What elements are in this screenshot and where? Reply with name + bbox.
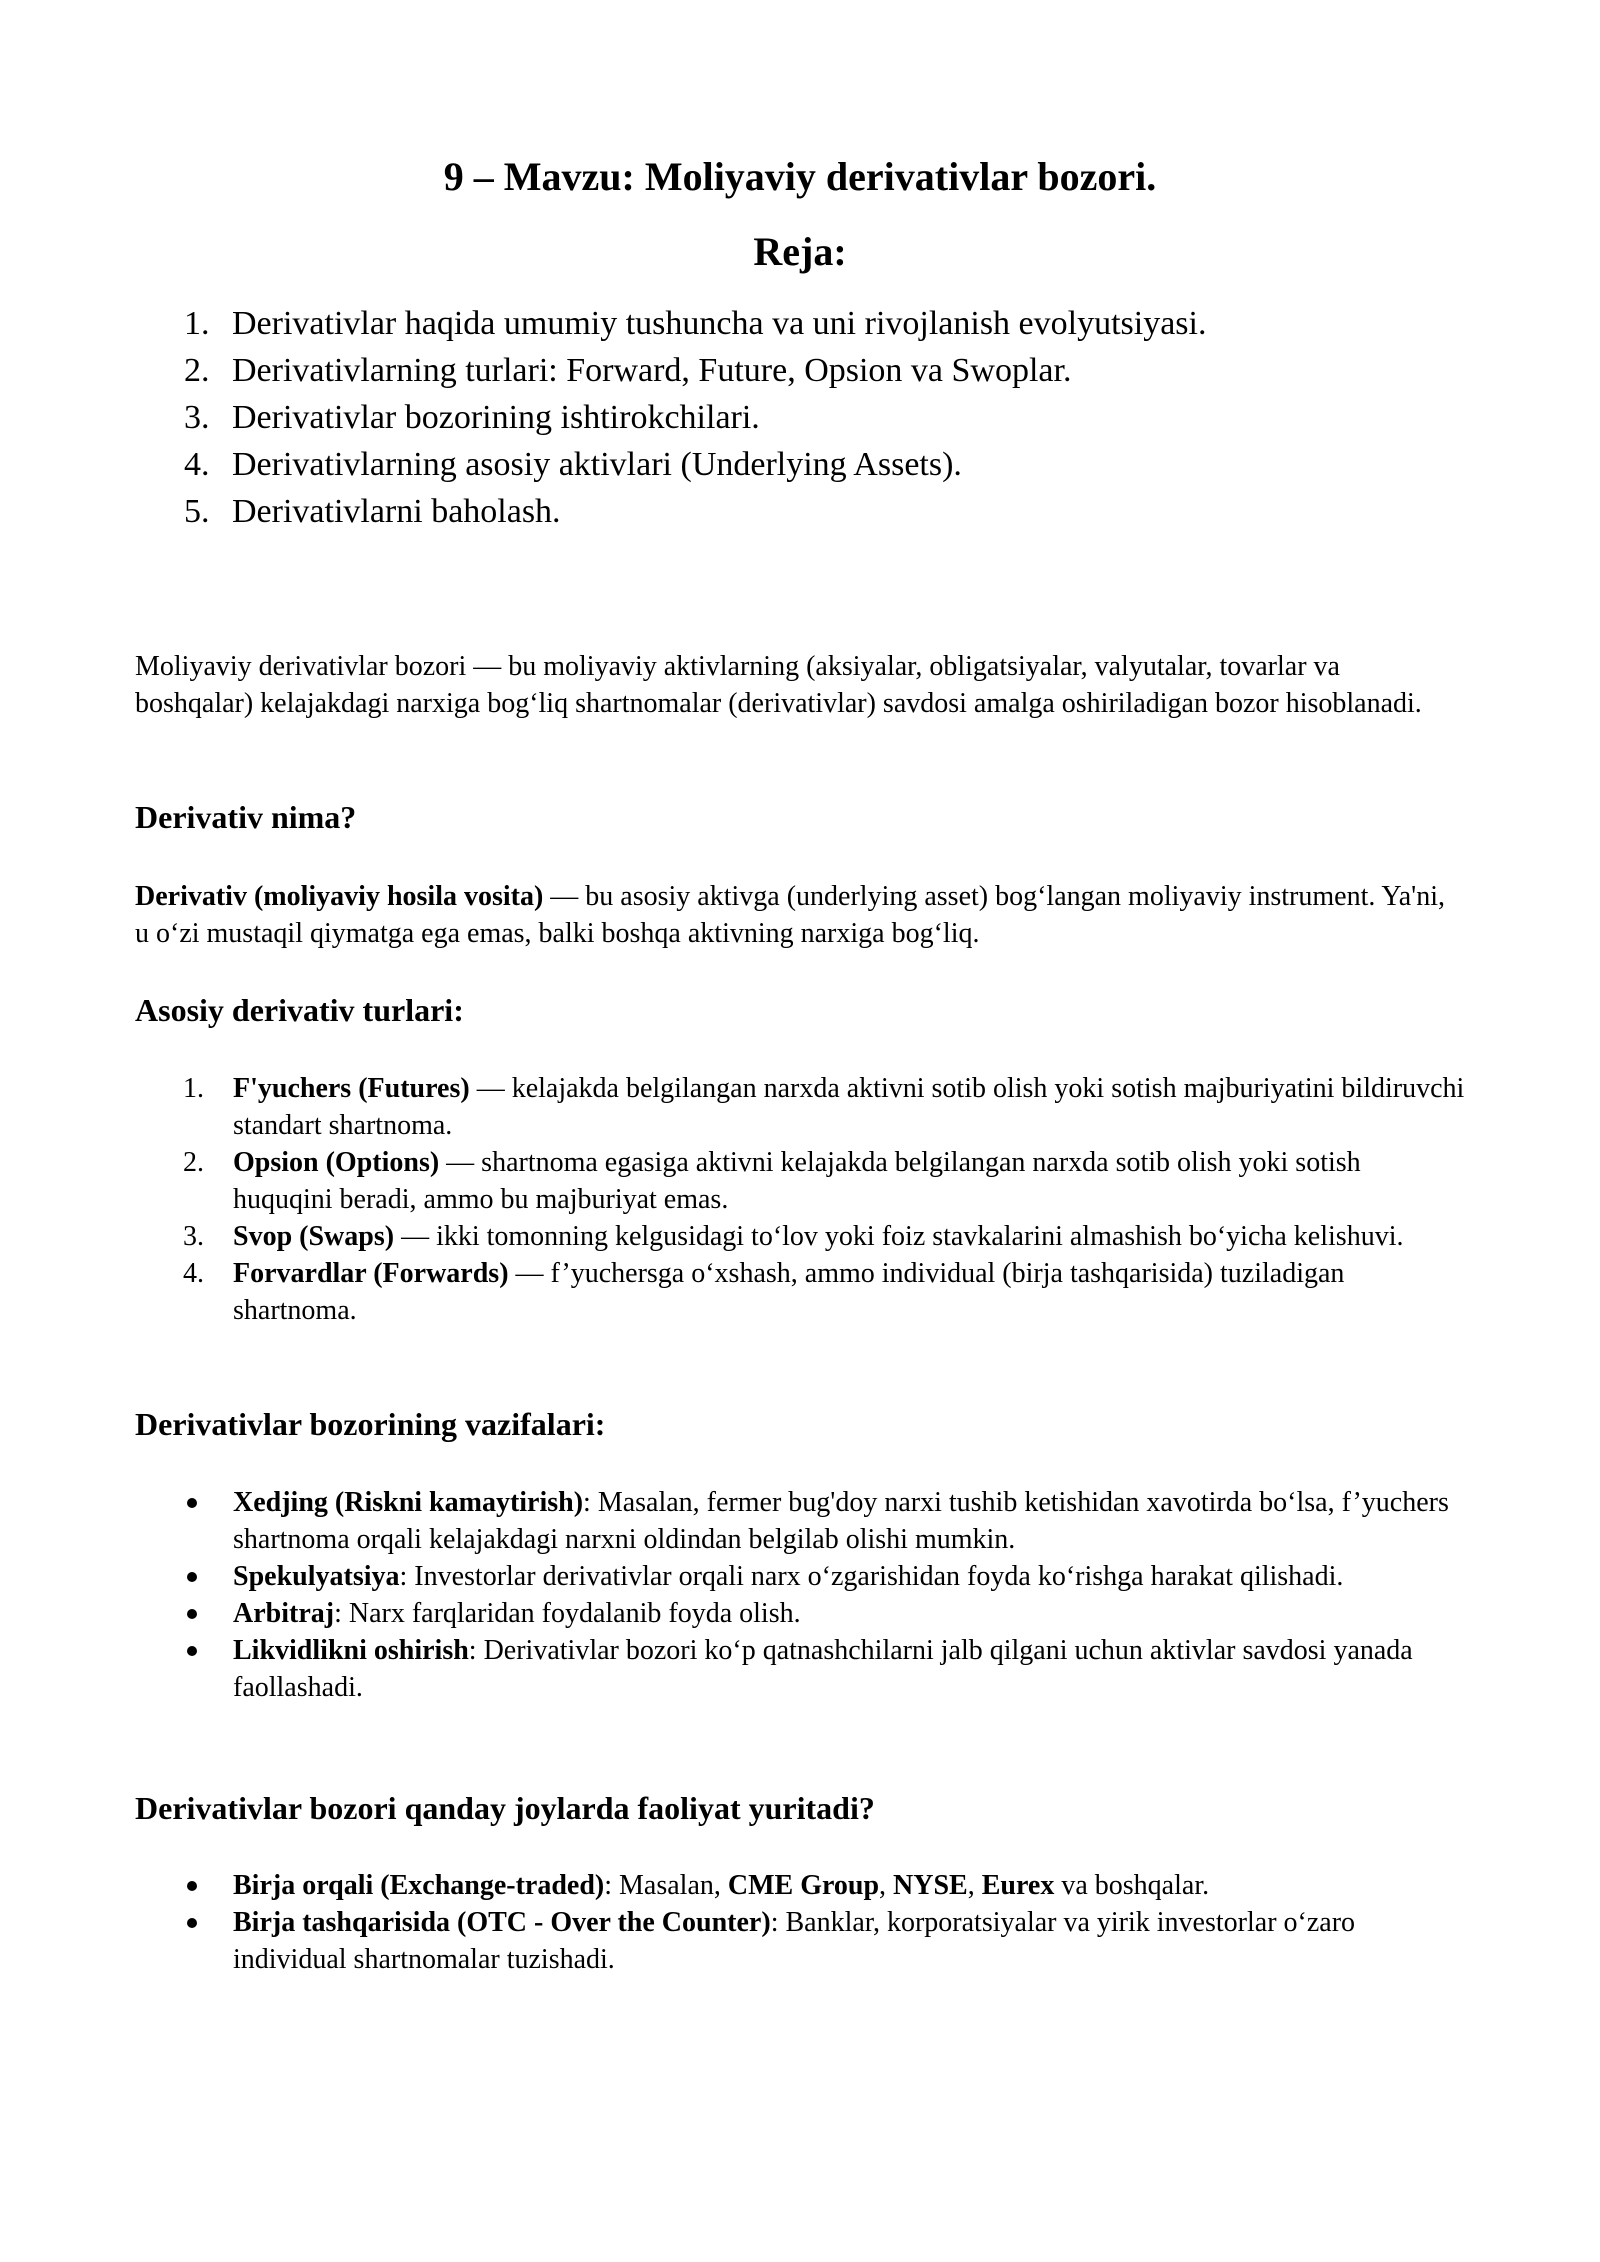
list-item <box>135 1632 1465 1706</box>
section-heading-functions: Derivativlar bozorining vazifalari: <box>135 1406 606 1442</box>
bullet-icon <box>187 1918 197 1928</box>
plan-item-text: Derivativlar haqida umumiy tushuncha va uni rivojlanish evolyutsiyasi. <box>232 305 1207 342</box>
definition-text: — bu asosiy aktivga (underlying asset) bog‘langan moliyaviy instrument. Ya'ni, u o‘zi mustaqil qiymatga ega emas, balki boshqa aktivning narxiga bog‘liq. <box>135 881 1445 949</box>
plan-item-number: 3. <box>184 399 210 436</box>
definition-term: Derivativ (moliyaviy hosila vosita) <box>135 881 544 912</box>
plan-item <box>136 441 1486 488</box>
list-item-text: : Masalan, <box>604 1870 728 1901</box>
bullet-icon <box>187 1646 197 1656</box>
exchange-name: NYSE <box>893 1870 968 1901</box>
list-item <box>135 1070 1465 1144</box>
list-item-term: Xedjing (Riskni kamaytirish) <box>233 1487 584 1518</box>
list-item-term: Likvidlikni oshirish <box>233 1635 469 1666</box>
plan-heading: Reja: <box>753 229 847 274</box>
plan-item <box>136 394 1486 441</box>
section-heading-where: Derivativlar bozori qanday joylarda faoliyat yuritadi? <box>135 1790 875 1826</box>
list-item-text: : Banklar, korporatsiyalar va yirik investorlar o‘zaro individual shartnomalar tuzishadi. <box>233 1907 1356 1975</box>
list-item-term: Arbitraj <box>233 1598 335 1629</box>
list-item-term: Birja orqali (Exchange-traded) <box>233 1870 605 1901</box>
list-item <box>135 1904 1465 1978</box>
list-item <box>135 1218 1465 1255</box>
list-item-term: Spekulyatsiya <box>233 1561 400 1592</box>
plan-item <box>136 300 1486 347</box>
list-item-term: Forvardlar (Forwards) <box>233 1258 509 1289</box>
plan-item-number: 2. <box>184 352 210 389</box>
list-item <box>135 1558 1465 1595</box>
section-heading-what: Derivativ nima? <box>135 799 357 835</box>
list-item-text: — shartnoma egasiga aktivni kelajakda belgilangan narxda sotib olish yoki sotish huquqini beradi, ammo bu majburiyat emas. <box>233 1147 1361 1215</box>
list-item <box>135 1484 1465 1558</box>
list-item-text: va boshqalar. <box>1054 1870 1210 1901</box>
list-item-text: — kelajakda belgilangan narxda aktivni sotib olish yoki sotish majburiyatini bildiruvchi standart shartnoma. <box>233 1073 1465 1141</box>
plan-list <box>136 300 1486 535</box>
types-list <box>135 1070 1465 1329</box>
list-item-term: Opsion (Options) <box>233 1147 440 1178</box>
plan-item-number: 4. <box>184 446 210 483</box>
plan-item <box>136 347 1486 394</box>
plan-item-text: Derivativlarning asosiy aktivlari (Underlying Assets). <box>232 446 962 483</box>
list-item-text: : Derivativlar bozori ko‘p qatnashchilarni jalb qilgani uchun aktivlar savdosi yanada faollashadi. <box>233 1635 1413 1703</box>
plan-item-number: 1. <box>184 305 210 342</box>
list-item-number: 3. <box>183 1221 204 1252</box>
bullet-icon <box>187 1609 197 1619</box>
list-item <box>135 1255 1465 1329</box>
functions-list <box>135 1484 1465 1706</box>
plan-item <box>136 488 1486 535</box>
separator: , <box>967 1870 982 1901</box>
list-item-number: 2. <box>183 1147 204 1178</box>
where-list <box>135 1867 1465 1978</box>
list-item-text: : Investorlar derivativlar orqali narx o‘zgarishidan foyda ko‘rishga harakat qilishadi. <box>399 1561 1344 1592</box>
list-item <box>135 1144 1465 1218</box>
list-item-term: F'yuchers (Futures) <box>233 1073 470 1104</box>
document-title: 9 – Mavzu: Moliyaviy derivativlar bozori. <box>443 154 1157 199</box>
list-item-text: : Narx farqlaridan foydalanib foyda olish. <box>334 1598 801 1629</box>
definition-paragraph <box>135 878 1465 952</box>
bullet-icon <box>187 1881 197 1891</box>
plan-item-number: 5. <box>184 493 210 530</box>
plan-item-text: Derivativlarni baholash. <box>232 493 561 530</box>
list-item <box>135 1595 1465 1632</box>
list-item <box>135 1867 1465 1904</box>
list-item-term: Birja tashqarisida (OTC - Over the Counter) <box>233 1907 771 1938</box>
exchange-name: Eurex <box>981 1870 1055 1901</box>
exchange-name: CME Group <box>727 1870 880 1901</box>
intro-paragraph: Moliyaviy derivativlar bozori — bu moliyaviy aktivlarning (aksiyalar, obligatsiyalar, valyutalar, tovarlar va boshqalar) kelajakdagi narxiga bog‘liq shartnomalar (derivativlar) savdosi amalga oshiriladigan bozor hisoblanadi. <box>135 651 1422 719</box>
list-item-text: : Masalan, fermer bug'doy narxi tushib ketishidan xavotirda bo‘lsa, f’yuchers shartnoma orqali kelajakdagi narxni oldindan belgilab olishi mumkin. <box>233 1487 1449 1555</box>
plan-item-text: Derivativlar bozorining ishtirokchilari. <box>232 399 760 436</box>
list-item-number: 1. <box>183 1073 204 1104</box>
list-item-text: — f’yuchersga o‘xshash, ammo individual (birja tashqarisida) tuziladigan shartnoma. <box>233 1258 1345 1326</box>
plan-item-text: Derivativlarning turlari: Forward, Future, Opsion va Swoplar. <box>232 352 1072 389</box>
bullet-icon <box>187 1498 197 1508</box>
list-item-text: — ikki tomonning kelgusidagi to‘lov yoki foiz stavkalarini almashish bo‘yicha kelishuvi. <box>394 1221 1404 1252</box>
list-item-term: Svop (Swaps) <box>233 1221 395 1252</box>
section-heading-types: Asosiy derivativ turlari: <box>135 992 464 1028</box>
list-item-number: 4. <box>183 1258 204 1289</box>
separator: , <box>879 1870 894 1901</box>
bullet-icon <box>187 1572 197 1582</box>
